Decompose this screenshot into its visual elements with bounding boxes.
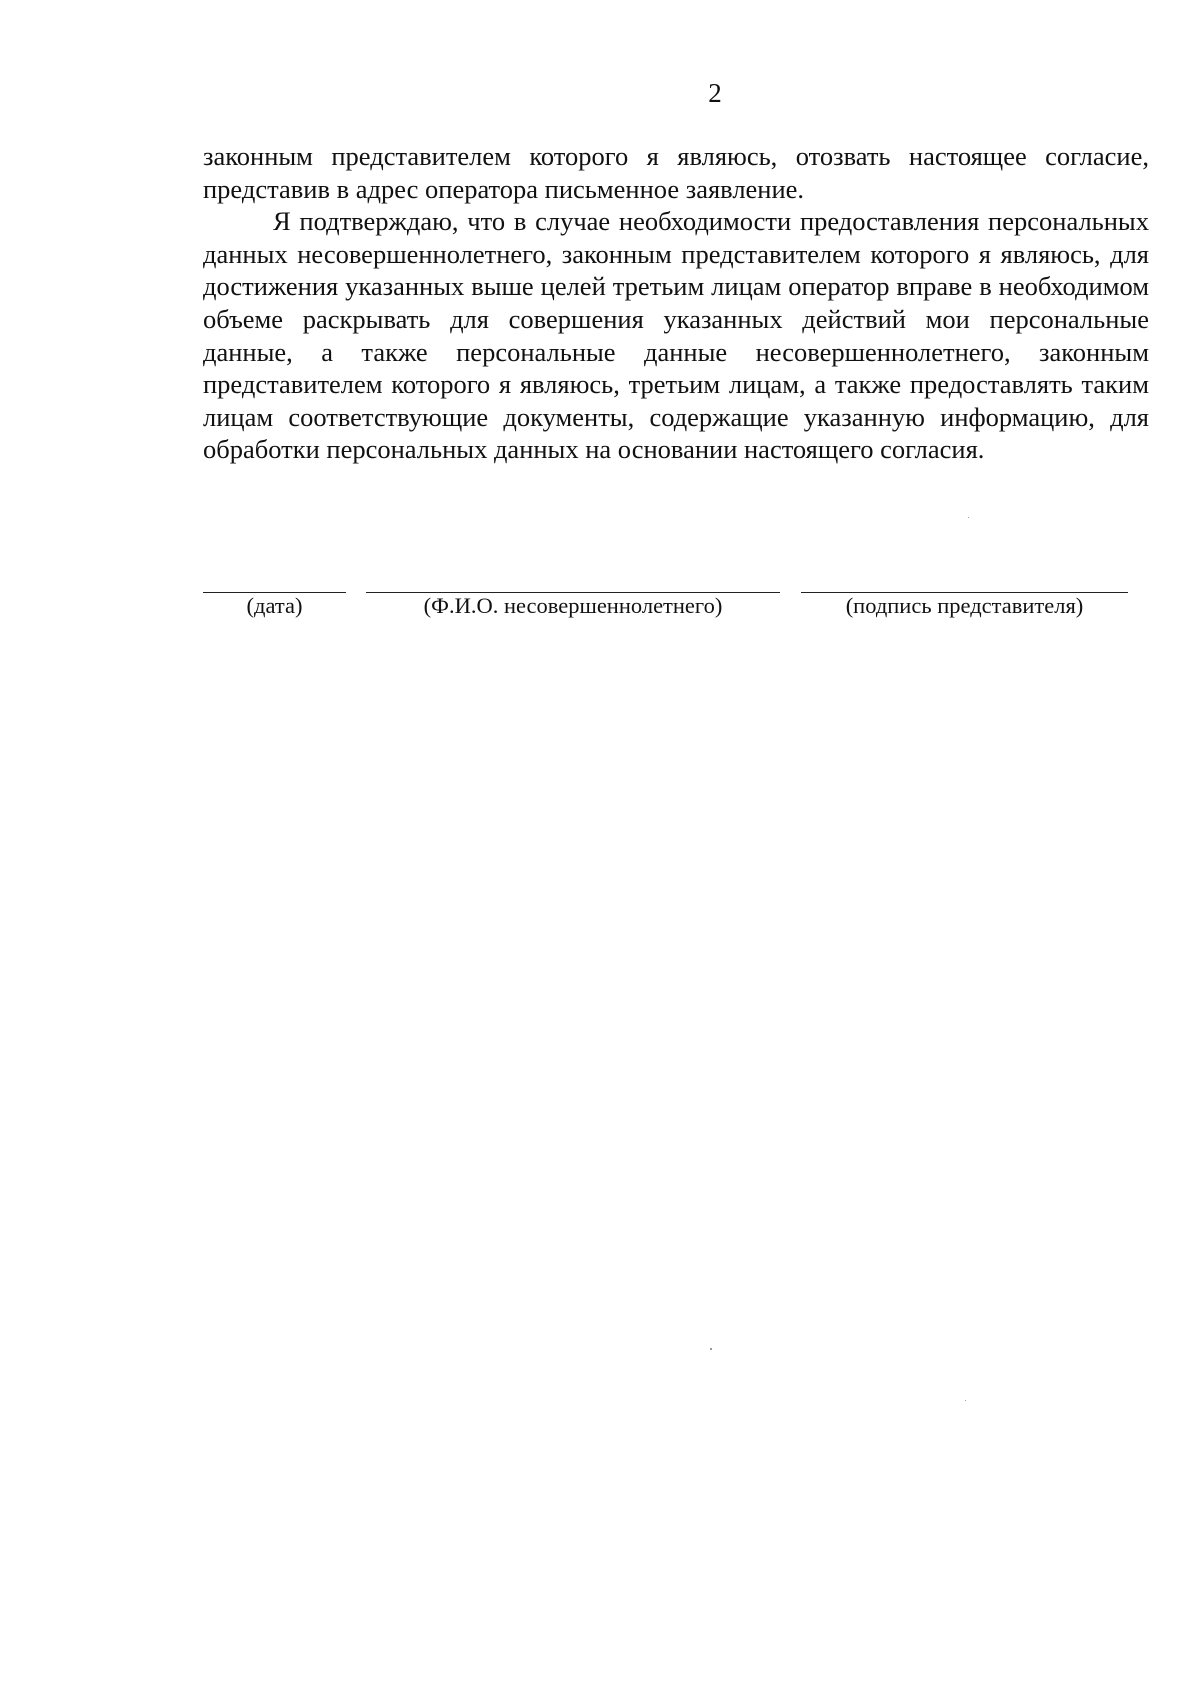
scan-speck [968, 517, 969, 518]
page-number-text: 2 [708, 78, 722, 108]
page-number [0, 78, 1200, 108]
date-caption: (дата) [246, 593, 303, 618]
paragraph-continuation: законным представителем которого я являюсь, отозвать настоящее согласие, представив в адрес оператора письменное заявление. [203, 141, 1149, 204]
minor-name-caption: (Ф.И.О. несовершеннолетнего) [423, 593, 723, 618]
scan-speck [965, 1400, 966, 1401]
scan-speck [710, 1348, 712, 1350]
document-body [203, 140, 1149, 466]
paragraph-confirmation: Я подтверждаю, что в случае необходимости предоставления персональных данных несовершеннолетнего, законным представителем которого я являюсь, для достижения указанных выше целей третьим лицам оператор вправе в необходимом объеме раскрывать для совершения указанных действий мои персональные данные, а также персональные данные несовершеннолетнего, законным представителем которого я являюсь, третьим лицам, а также предоставлять таким лицам соответствующие документы, содержащие указанную информацию, для обработки персональных данных на основании настоящего согласия. [203, 206, 1149, 465]
signature-caption: (подпись представителя) [845, 593, 1084, 618]
